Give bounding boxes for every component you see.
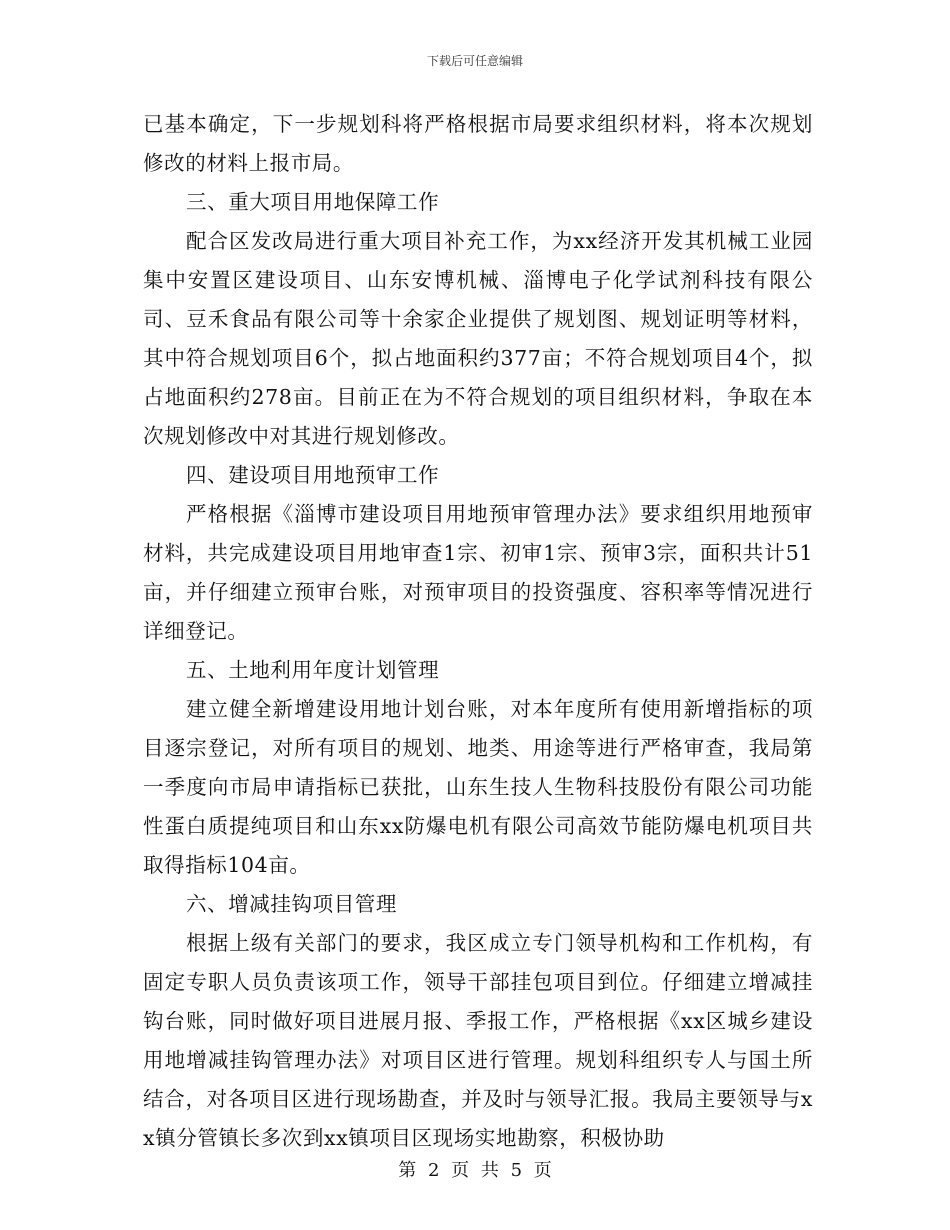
document-body bbox=[143, 105, 813, 1158]
section-heading-3: 三、重大项目用地保障工作 bbox=[186, 190, 440, 214]
paragraph-7: 建立健全新增建设用地计划台账，对本年度所有使用新增指标的项目逐宗登记，对所有项目的规划、地类、用途等进行严格审查，我局第一季度向市局申请指标已获批，山东生技人生物科技股份有限公司功能性蛋白质提纯项目和山东xx防爆电机有限公司高效节能防爆电机项目共取得指标104亩。 bbox=[143, 697, 813, 877]
paragraph-5: 严格根据《淄博市建设项目用地预审管理办法》要求组织用地预审材料，共完成建设项目用地审查1宗、初审1宗、预审3宗，面积共计51亩，并仔细建立预审台账，对预审项目的投资强度、容积率等情况进行详细登记。 bbox=[143, 502, 813, 643]
page-number: 第 2 页 共 5 页 bbox=[398, 1160, 552, 1181]
paragraph-3: 配合区发改局进行重大项目补充工作，为xx经济开发其机械工业园集中安置区建设项目、山东安博机械、淄博电子化学试剂科技有限公司、豆禾食品有限公司等十余家企业提供了规划图、规划证明等材料，其中符合规划项目6个，拟占地面积约377亩；不符合规划项目4个，拟占地面积约278亩。目前正在为不符合规划的项目组织材料，争取在本次规划修改中对其进行规划修改。 bbox=[143, 229, 813, 448]
paragraph-9: 根据上级有关部门的要求，我区成立专门领导机构和工作机构，有固定专职人员负责该项工作，领导干部挂包项目到位。仔细建立增减挂钩台账，同时做好项目进展月报、季报工作，严格根据《xx区城乡建设用地增减挂钩管理办法》对项目区进行管理。规划科组织专人与国土所结合，对各项目区进行现场勘查，并及时与领导汇报。我局主要领导与xx镇分管镇长多次到xx镇项目区现场实地勘察，积极协助 bbox=[143, 931, 813, 1150]
section-heading-6: 六、增减挂钩项目管理 bbox=[186, 892, 397, 916]
paragraph-1: 已基本确定，下一步规划科将严格根据市局要求组织材料，将本次规划修改的材料上报市局。 bbox=[143, 112, 813, 175]
section-heading-4: 四、建设项目用地预审工作 bbox=[186, 463, 440, 487]
page-header-note: 下载后可任意编辑 bbox=[426, 54, 523, 68]
section-heading-5: 五、土地利用年度计划管理 bbox=[186, 658, 440, 682]
